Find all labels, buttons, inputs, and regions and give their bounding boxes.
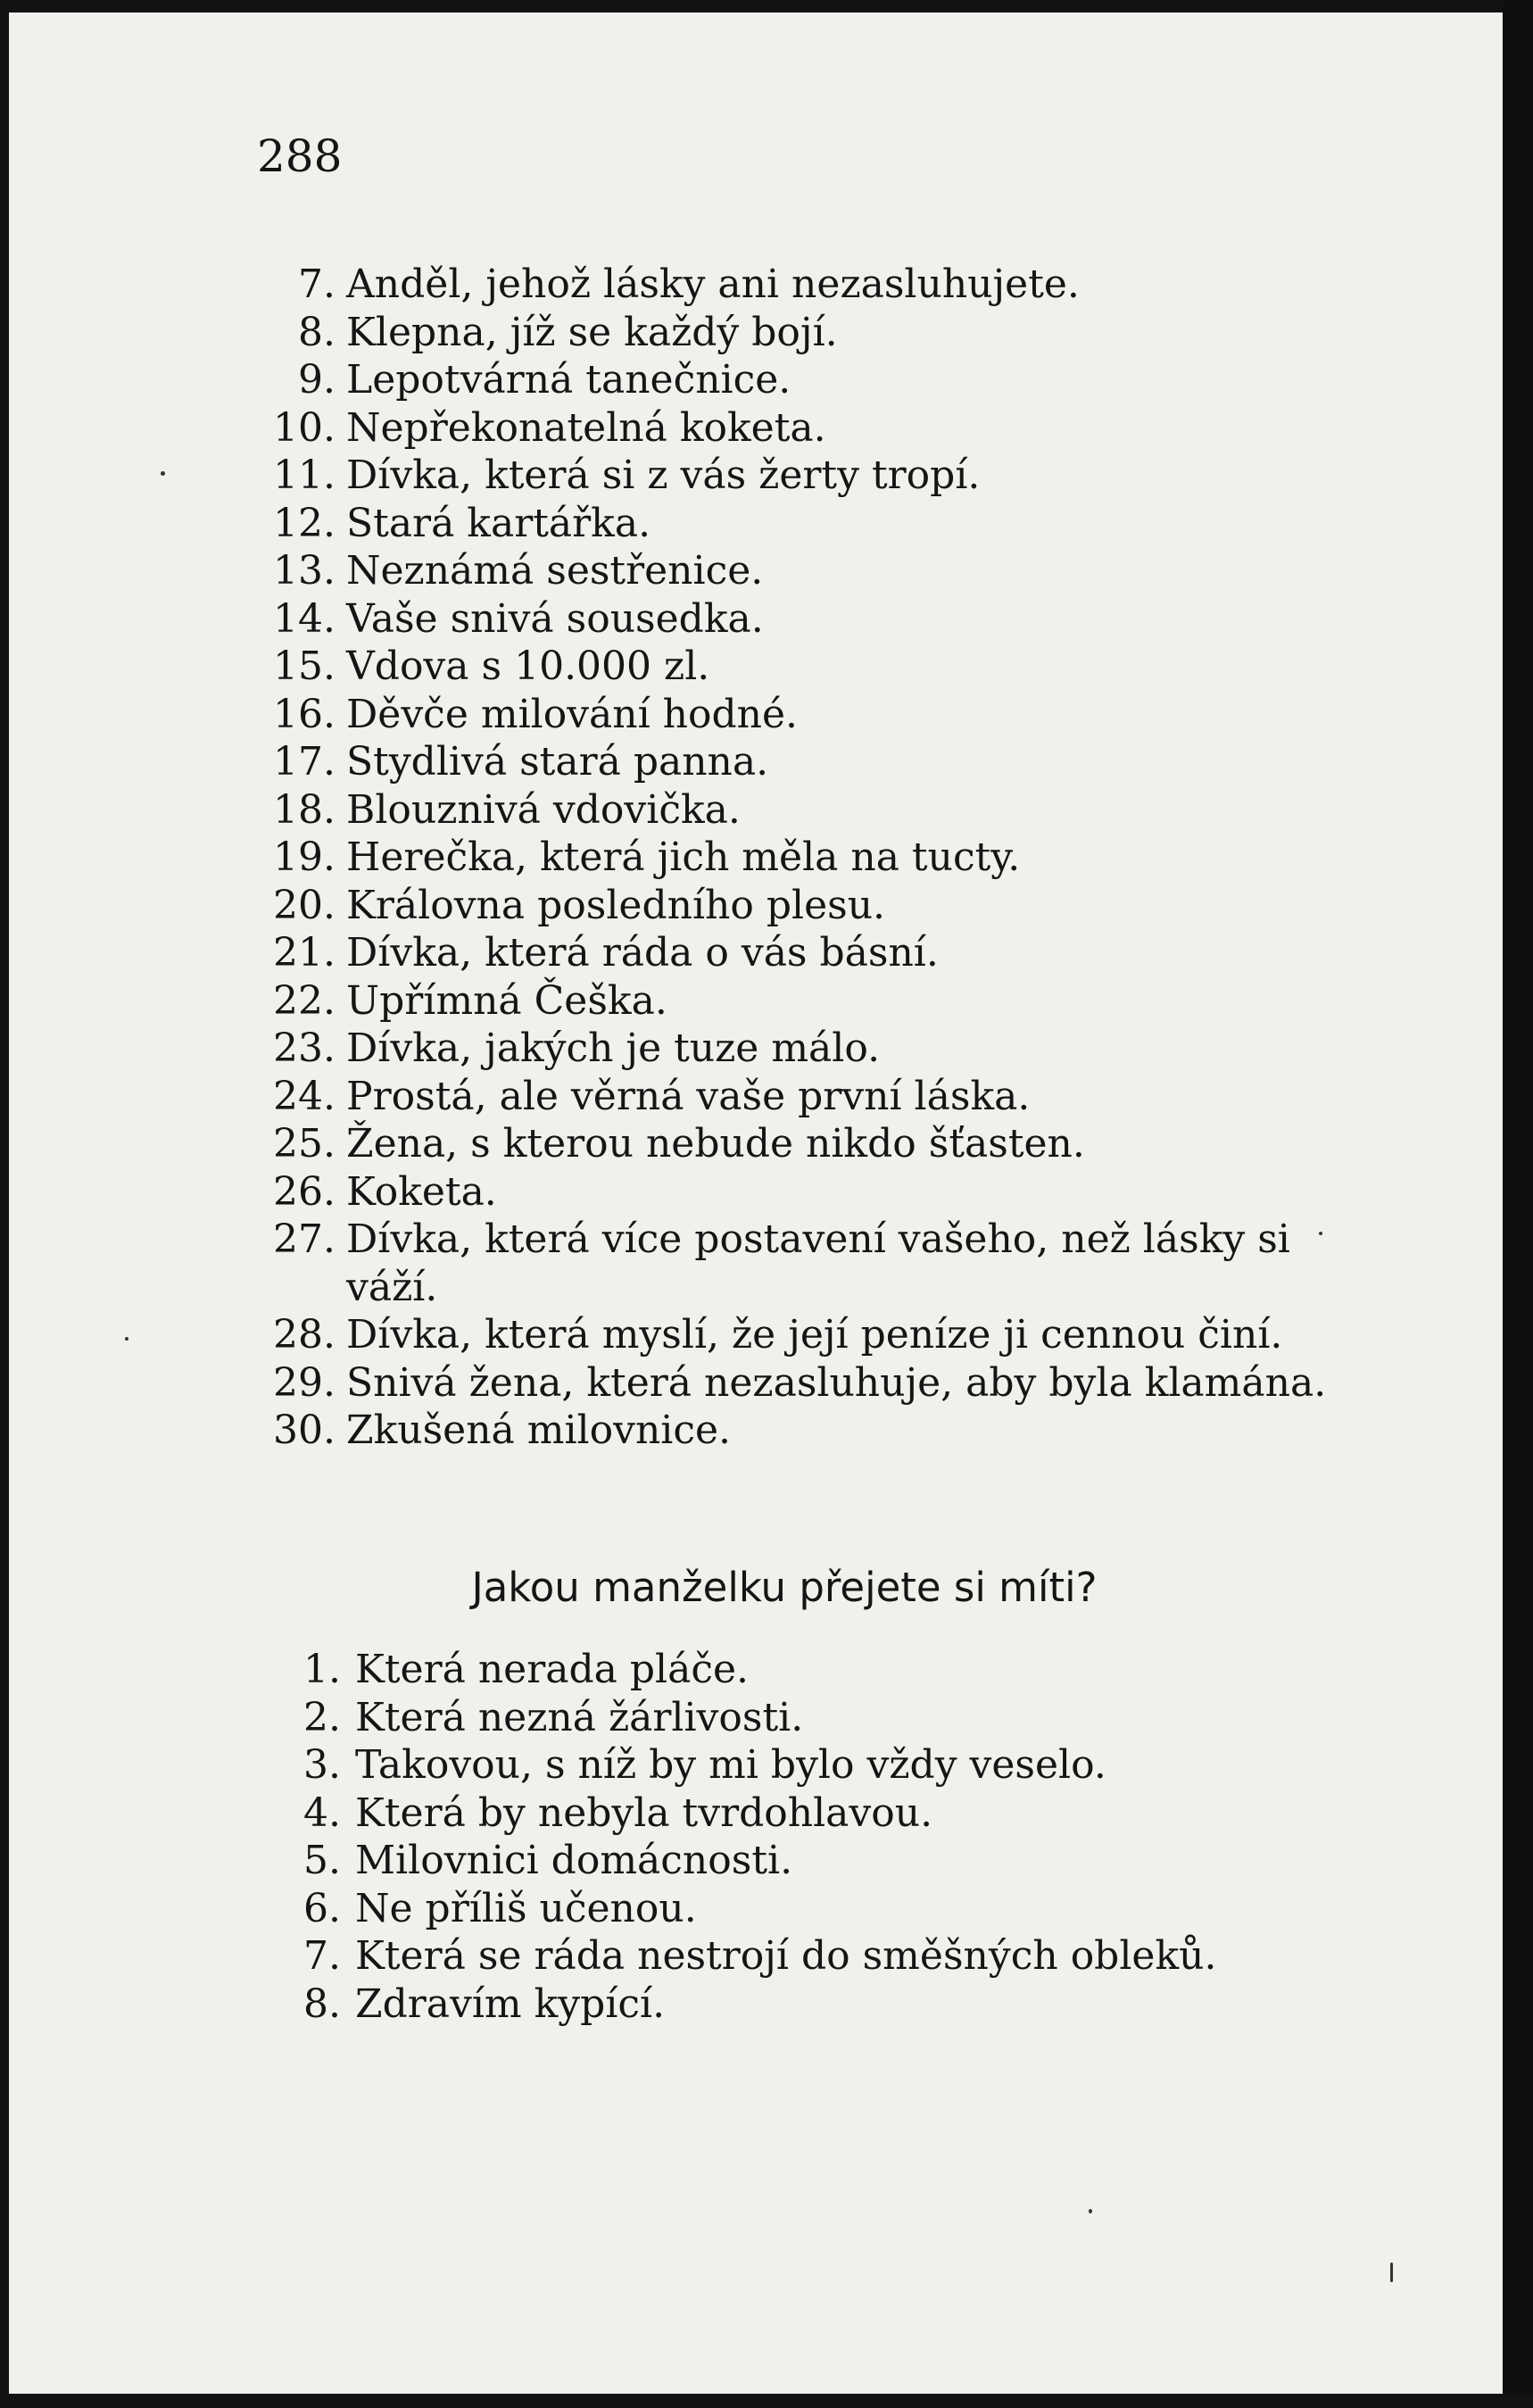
item-number: 3.	[303, 1742, 341, 1788]
numbered-list-first	[259, 261, 1392, 1455]
item-text: Prostá, ale věrná vaše první láska.	[346, 1073, 1031, 1119]
list-item	[286, 1837, 1392, 1885]
item-number: 30.	[273, 1407, 336, 1453]
scan-border-left	[0, 0, 9, 2408]
list-item	[259, 977, 1392, 1025]
item-number: 4.	[303, 1789, 341, 1836]
list-item	[259, 1359, 1392, 1407]
list-item	[286, 1980, 1392, 2029]
item-text: Blouznivá vdovička.	[346, 786, 741, 833]
item-number: 12.	[273, 500, 336, 546]
item-number: 11.	[273, 453, 336, 498]
item-text: Snivá žena, která nezasluhuje, aby byla klamána.	[346, 1359, 1327, 1406]
list-item	[259, 1120, 1392, 1168]
item-number: 19.	[273, 834, 336, 880]
list-item	[259, 738, 1392, 786]
scan-speck	[161, 471, 165, 476]
list-item	[259, 929, 1392, 977]
list-item	[286, 1932, 1392, 1980]
item-number: 8.	[298, 309, 336, 355]
item-text: Stydlivá stará panna.	[346, 739, 769, 785]
item-number: 24.	[273, 1073, 336, 1119]
numbered-list-second	[286, 1646, 1392, 2028]
scan-border-bottom	[0, 2394, 1533, 2408]
list-item	[259, 834, 1392, 882]
scan-speck	[1390, 2263, 1393, 2282]
item-text: Která by nebyla tvrdohlavou.	[355, 1789, 933, 1836]
item-text: Anděl, jehož lásky ani nezasluhujete.	[346, 262, 1080, 307]
list-item	[259, 786, 1392, 834]
list-item	[259, 547, 1392, 595]
item-number: 29.	[273, 1359, 336, 1406]
item-number: 14.	[273, 595, 336, 642]
item-text: Která nezná žárlivosti.	[355, 1694, 804, 1740]
list-item	[259, 261, 1392, 309]
item-text: Dívka, která si z vás žerty tropí.	[346, 453, 981, 498]
item-number: 7.	[303, 1933, 341, 1979]
list-item	[259, 1025, 1392, 1073]
item-text: Nepřekonatelná koketa.	[346, 404, 826, 451]
item-text: Milovnici domácnosti.	[355, 1838, 793, 1883]
item-text: Která se ráda nestrojí do směšných obleků.	[355, 1933, 1217, 1979]
item-number: 16.	[273, 691, 336, 737]
item-text: Dívka, která myslí, že její peníze ji cennou činí.	[346, 1312, 1283, 1358]
section-heading: Jakou manželku přejete si míti?	[471, 1564, 1098, 1611]
item-number: 23.	[273, 1025, 336, 1071]
list-item	[259, 1073, 1392, 1121]
item-text: Lepotvárná tanečnice.	[346, 357, 791, 403]
item-text: Stará kartářka.	[346, 500, 651, 546]
item-text: Zkušená milovnice.	[346, 1407, 732, 1453]
item-number: 6.	[303, 1885, 341, 1931]
item-number: 7.	[298, 262, 336, 307]
item-number: 8.	[303, 1980, 341, 2027]
list-item	[259, 643, 1392, 691]
item-text: Dívka, která více postavení vašeho, než lásky si váží.	[346, 1216, 1290, 1310]
item-text: Klepna, jíž se každý bojí.	[346, 309, 838, 355]
item-number: 27.	[273, 1216, 336, 1262]
list-item	[259, 691, 1392, 739]
item-text: Dívka, která ráda o vás básní.	[346, 930, 939, 976]
item-text: Neznámá sestřenice.	[346, 548, 764, 594]
scan-speck	[125, 1337, 128, 1341]
scan-border-top	[0, 0, 1533, 12]
item-text: Koketa.	[346, 1168, 497, 1215]
list-item	[259, 309, 1392, 357]
list-item	[259, 356, 1392, 404]
item-number: 1.	[303, 1647, 341, 1692]
list-item	[259, 595, 1392, 644]
item-text: Takovou, s níž by mi bylo vždy veselo.	[355, 1742, 1106, 1788]
item-text: Vaše snivá sousedka.	[346, 595, 764, 642]
item-number: 13.	[273, 548, 336, 594]
item-text: Královna posledního plesu.	[346, 882, 886, 928]
item-number: 2.	[303, 1694, 341, 1740]
item-text: Dívka, jakých je tuze málo.	[346, 1025, 881, 1071]
list-item	[286, 1789, 1392, 1838]
item-text: Která nerada pláče.	[355, 1647, 750, 1692]
item-number: 10.	[273, 404, 336, 451]
item-number: 28.	[273, 1312, 336, 1358]
list-item	[259, 500, 1392, 548]
item-number: 20.	[273, 882, 336, 928]
item-number: 9.	[298, 357, 336, 403]
item-text: Herečka, která jich měla na tucty.	[346, 834, 1021, 880]
list-item	[259, 1168, 1392, 1216]
item-text: Zdravím kypící.	[355, 1980, 666, 2027]
scan-speck	[1319, 1232, 1322, 1235]
item-number: 18.	[273, 786, 336, 833]
list-item	[286, 1741, 1392, 1789]
item-text: Děvče milování hodné.	[346, 691, 799, 737]
item-number: 25.	[273, 1121, 336, 1167]
page-number: 288	[257, 130, 343, 182]
item-number: 22.	[273, 977, 336, 1024]
item-number: 17.	[273, 739, 336, 785]
scan-speck	[1089, 2209, 1092, 2213]
list-item	[286, 1694, 1392, 1742]
item-text: Žena, s kterou nebude nikdo šťasten.	[346, 1121, 1085, 1167]
list-item	[259, 404, 1392, 453]
item-number: 15.	[273, 644, 336, 689]
scan-border-right	[1503, 0, 1533, 2408]
item-number: 26.	[273, 1168, 336, 1215]
list-item	[259, 882, 1392, 930]
item-text: Ne příliš učenou.	[355, 1885, 697, 1931]
item-number: 21.	[273, 930, 336, 976]
list-item	[259, 1407, 1392, 1455]
list-item	[259, 452, 1392, 500]
item-number: 5.	[303, 1838, 341, 1883]
list-item	[259, 1216, 1392, 1311]
item-text: Upřímná Češka.	[346, 977, 667, 1024]
item-text: Vdova s 10.000 zl.	[346, 644, 710, 689]
list-item	[259, 1311, 1392, 1359]
list-item	[286, 1885, 1392, 1933]
list-item	[286, 1646, 1392, 1694]
